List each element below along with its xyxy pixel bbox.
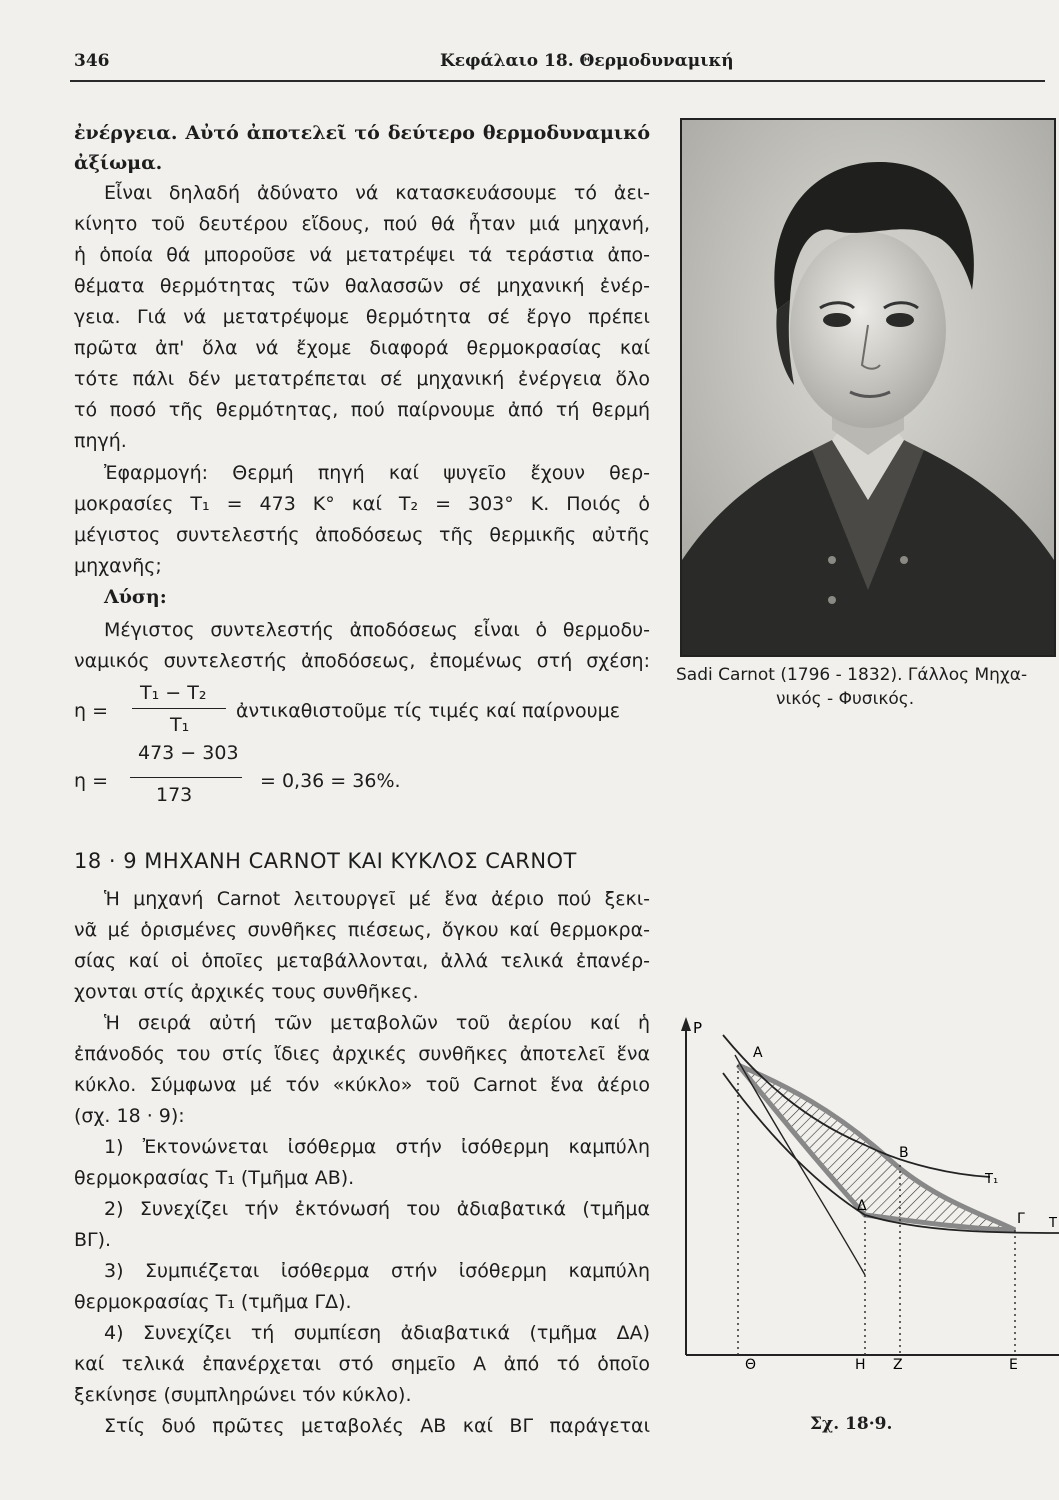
text-line: χονται στίς ἀρχικές τους συνθῆκες. <box>74 981 419 1003</box>
text-line: θέματα θερμότητας τῶν θαλασσῶν σέ μηχανική ἐνέρ- <box>74 275 650 297</box>
text-line: καί τελικά ἐπανέρχεται στό σημεῖο Α ἀπό τό ὁποῖο <box>74 1353 650 1375</box>
point-b-label: B <box>899 1145 909 1161</box>
text-line: ἀξίωμα. <box>74 152 163 174</box>
text-line: ἐπάνοδός του στίς ἴδιες ἀρχικές συνθῆκες ἀποτελεῖ ἕνα <box>74 1043 650 1065</box>
text-line: Μέγιστος συντελεστής ἀποδόσεως εἶναι ὁ θερμοδυ- <box>104 619 650 641</box>
application-heading: Ἐφαρμογή: Θερμή πηγή καί ψυγεῖο ἔχουν θερ- <box>104 462 650 484</box>
text-line: Ἡ σειρά αὐτή τῶν μεταβολῶν τοῦ ἀερίου καί ἡ <box>104 1012 650 1034</box>
equation-2-lhs: η = <box>74 770 109 792</box>
point-a-label: A <box>753 1045 763 1061</box>
text-line: τό ποσό τῆς θερμότητας, πού παίρνουμε ἀπό τή θερμή <box>74 399 650 421</box>
text-line: μοκρασίες T₁ = 473 K° καί T₂ = 303° K. Ποιός ὁ <box>74 493 650 515</box>
main-column <box>74 120 650 1440</box>
figure-caption: Σχ. 18·9. <box>810 1414 893 1434</box>
portrait-caption <box>676 663 1056 711</box>
equation-1-text: ἀντικαθιστοῦμε τίς τιμές καί παίρνουμε <box>236 700 620 722</box>
step-2: 2) Συνεχίζει τήν ἐκτόνωσή του ἀδιαβατικά (τμῆμα <box>104 1198 650 1220</box>
caption-line-2: νικός - Φυσικός. <box>776 689 915 709</box>
equation-1-numerator: T₁ − T₂ <box>140 682 207 704</box>
equation-2-numerator: 473 − 303 <box>138 742 239 764</box>
text-line: κύκλο. Σύμφωνα μέ τόν «κύκλο» τοῦ Carnot ἕνα ἀέριο <box>74 1074 650 1096</box>
header-rule <box>70 80 1045 82</box>
text-line: ἡ ὁποία θά μποροῦσε νά μετατρέψει τά τεράστια ἀπο- <box>74 244 650 266</box>
equation-1-denominator: T₁ <box>170 714 190 736</box>
point-e-label: E <box>1009 1357 1018 1373</box>
equation-2-result: = 0,36 = 36%. <box>260 770 401 792</box>
text-line: θερμοκρασίας T₁ (Τμῆμα ΑΒ). <box>74 1167 355 1189</box>
equation-2-denominator: 173 <box>156 784 193 806</box>
text-line: πηγή. <box>74 430 127 452</box>
point-d-label: Δ <box>857 1198 867 1214</box>
page-number: 346 <box>74 51 110 71</box>
text-line: Στίς δυό πρῶτες μεταβολές ΑΒ καί ΒΓ παράγεται <box>104 1415 650 1437</box>
isotherm-t1-label: T₁ <box>985 1172 999 1187</box>
point-h-label: H <box>855 1357 866 1373</box>
solution-heading: Λύση: <box>104 586 167 608</box>
isotherm-t-label: T <box>1049 1216 1057 1231</box>
text-line: θερμοκρασίας T₁ (τμῆμα ΓΔ). <box>74 1291 352 1313</box>
text-line: Ἡ μηχανή Carnot λειτουργεῖ μέ ἕνα ἀέριο πού ξεκι- <box>104 888 650 910</box>
fraction-bar <box>130 777 242 778</box>
carnot-cycle-diagram <box>665 1015 1059 1375</box>
point-z-label: Z <box>893 1357 903 1373</box>
equation-1-lhs: η = <box>74 700 109 722</box>
text-line: ΒΓ). <box>74 1229 112 1251</box>
cycle-area <box>738 1065 1015 1230</box>
text-line: μηχανῆς; <box>74 555 162 577</box>
text-line: σίας καί οἱ ὁποῖες μεταβάλλονται, ἀλλά τελικά ἐπανέρ- <box>74 950 650 972</box>
text-line: ἐνέργεια. Αὐτό ἀποτελεῖ τό δεύτερο θερμοδυναμικό <box>74 122 650 144</box>
text-line: γεια. Γιά νά μετατρέψομε θερμότητα σέ ἔργο πρέπει <box>74 306 650 328</box>
axis-p-label: P <box>693 1019 703 1037</box>
text-line: νᾶ μέ ὁρισμένες συνθῆκες πιέσεως, ὄγκου καί θερμοκρα- <box>74 919 650 941</box>
portrait-drawing <box>682 120 1054 655</box>
chapter-title: Κεφάλαιο 18. Θερμοδυναμική <box>440 51 734 71</box>
fraction-bar <box>132 708 226 709</box>
caption-line-1: Sadi Carnot (1796 - 1832). Γάλλος Μηχα- <box>676 665 1028 685</box>
point-theta-label: Θ <box>745 1357 757 1373</box>
portrait-photo <box>680 118 1056 657</box>
step-3: 3) Συμπιέζεται ἰσόθερμα στήν ἰσόθερμη καμπύλη <box>104 1260 650 1282</box>
text-line: (σχ. 18 · 9): <box>74 1105 185 1127</box>
text-line: Εἶναι δηλαδή ἀδύνατο νά κατασκευάσουμε τό ἀει- <box>104 182 650 204</box>
step-1: 1) Ἐκτονώνεται ἰσόθερμα στήν ἰσόθερμη καμπύλη <box>104 1136 650 1158</box>
text-line: πρῶτα ἀπ' ὅλα νά ἔχομε διαφορά θερμοκρασίας καί <box>74 337 650 359</box>
step-4: 4) Συνεχίζει τή συμπίεση ἀδιαβατικά (τμῆμα ΔΑ) <box>104 1322 650 1344</box>
text-line: μέγιστος συντελεστής ἀποδόσεως τῆς θερμικῆς αὐτῆς <box>74 524 650 546</box>
text-line: κίνητο τοῦ δευτέρου εἴδους, πού θά ἦταν μιά μηχανή, <box>74 213 650 235</box>
text-line: ξεκίνησε (συμπληρώνει τόν κύκλο). <box>74 1384 412 1406</box>
section-title: 18 · 9 ΜΗΧΑΝΗ CARNOT ΚΑΙ ΚΥΚΛΟΣ CARNOT <box>74 849 577 873</box>
text-line: τότε πάλι δέν μετατρέπεται σέ μηχανική ἐνέργεια ὅλο <box>74 368 650 390</box>
point-g-label: Γ <box>1017 1211 1025 1227</box>
text-line: ναμικός συντελεστής ἀποδόσεως, ἐπομένως στή σχέση: <box>74 650 650 672</box>
